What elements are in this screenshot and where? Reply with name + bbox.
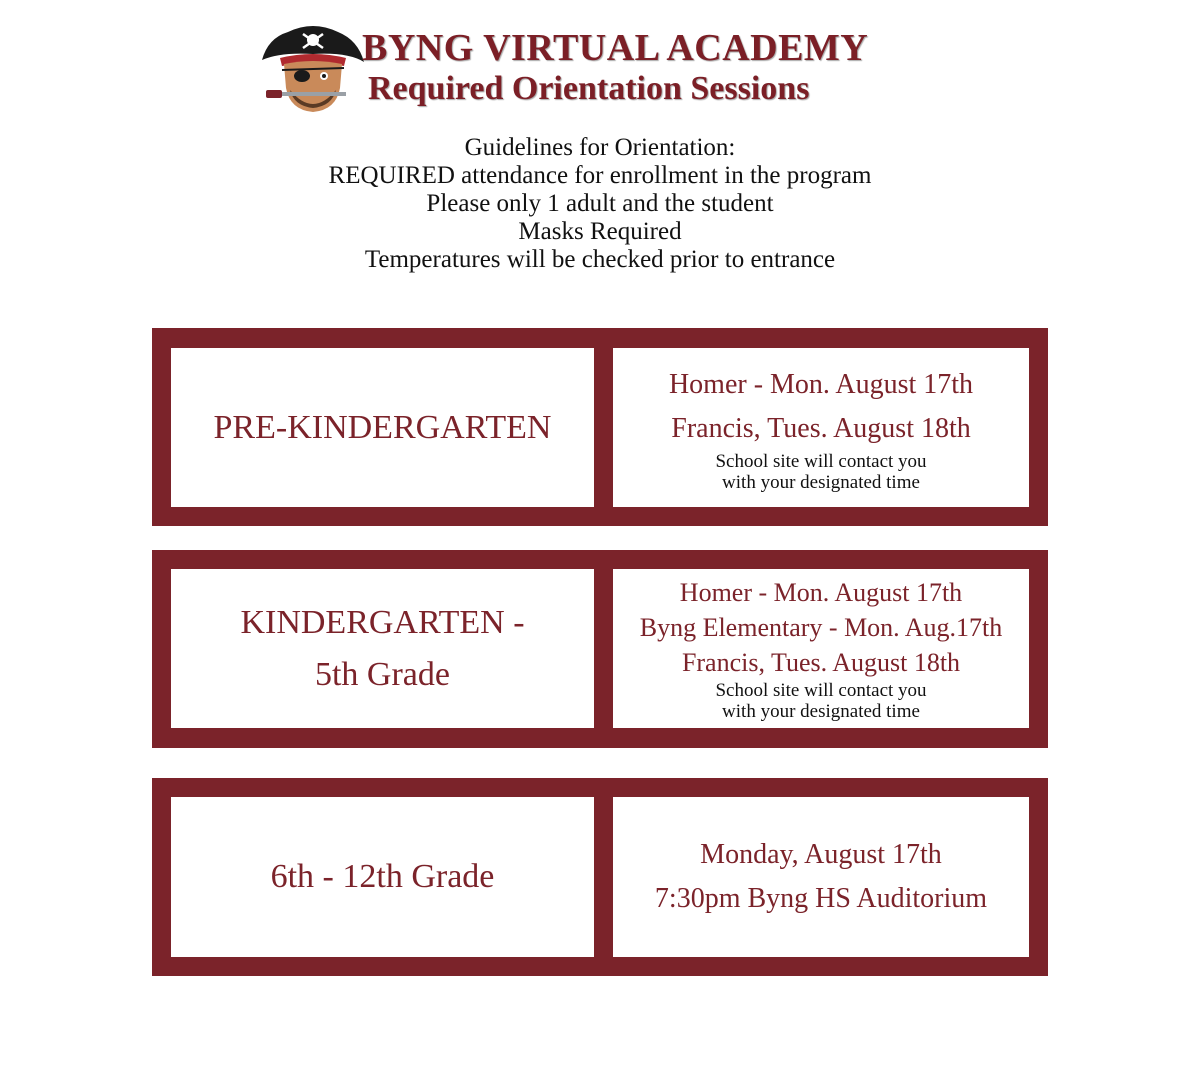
pirate-mascot-icon — [258, 18, 368, 116]
session-row-6-12 — [152, 778, 1048, 976]
session-row-k-5 — [152, 550, 1048, 748]
grade-cell — [171, 348, 594, 507]
schedule-line: 7:30pm Byng HS Auditorium — [654, 883, 988, 914]
schedule-note: School site will contact you — [715, 680, 927, 701]
grade-label: KINDERGARTEN - — [240, 603, 525, 641]
guideline-item: Temperatures will be checked prior to entrance — [364, 246, 836, 273]
session-row-pre-k — [152, 328, 1048, 526]
guidelines — [0, 134, 1200, 274]
schedule-line: Francis, Tues. August 18th — [681, 648, 961, 677]
schedule-line: Byng Elementary - Mon. Aug.17th — [639, 613, 1003, 642]
schedule-line: Monday, August 17th — [700, 839, 942, 870]
schedule-line: Francis, Tues. August 18th — [671, 412, 971, 444]
grade-cell — [171, 797, 594, 957]
grade-label: 5th Grade — [314, 655, 450, 693]
page-subtitle: Required Orientation Sessions — [368, 70, 810, 107]
schedule-note: with your designated time — [722, 471, 920, 493]
schedule-cell — [613, 348, 1029, 507]
guidelines-heading: Guidelines for Orientation: — [464, 134, 736, 161]
grade-label: 6th - 12th Grade — [270, 858, 495, 895]
header — [258, 18, 898, 118]
schedule-cell — [613, 797, 1029, 957]
schedule-cell — [613, 569, 1029, 728]
page-title: BYNG VIRTUAL ACADEMY — [362, 27, 869, 69]
schedule-note: School site will contact you — [715, 450, 927, 472]
schedule-line: Homer - Mon. August 17th — [668, 368, 974, 400]
grade-cell — [171, 569, 594, 728]
schedule-line: Homer - Mon. August 17th — [679, 578, 963, 607]
guideline-item: Masks Required — [518, 218, 682, 245]
guideline-item: REQUIRED attendance for enrollment in the program — [328, 162, 872, 189]
guideline-item: Please only 1 adult and the student — [426, 190, 774, 217]
grade-label: PRE-KINDERGARTEN — [213, 408, 552, 446]
schedule-note: with your designated time — [722, 701, 920, 722]
